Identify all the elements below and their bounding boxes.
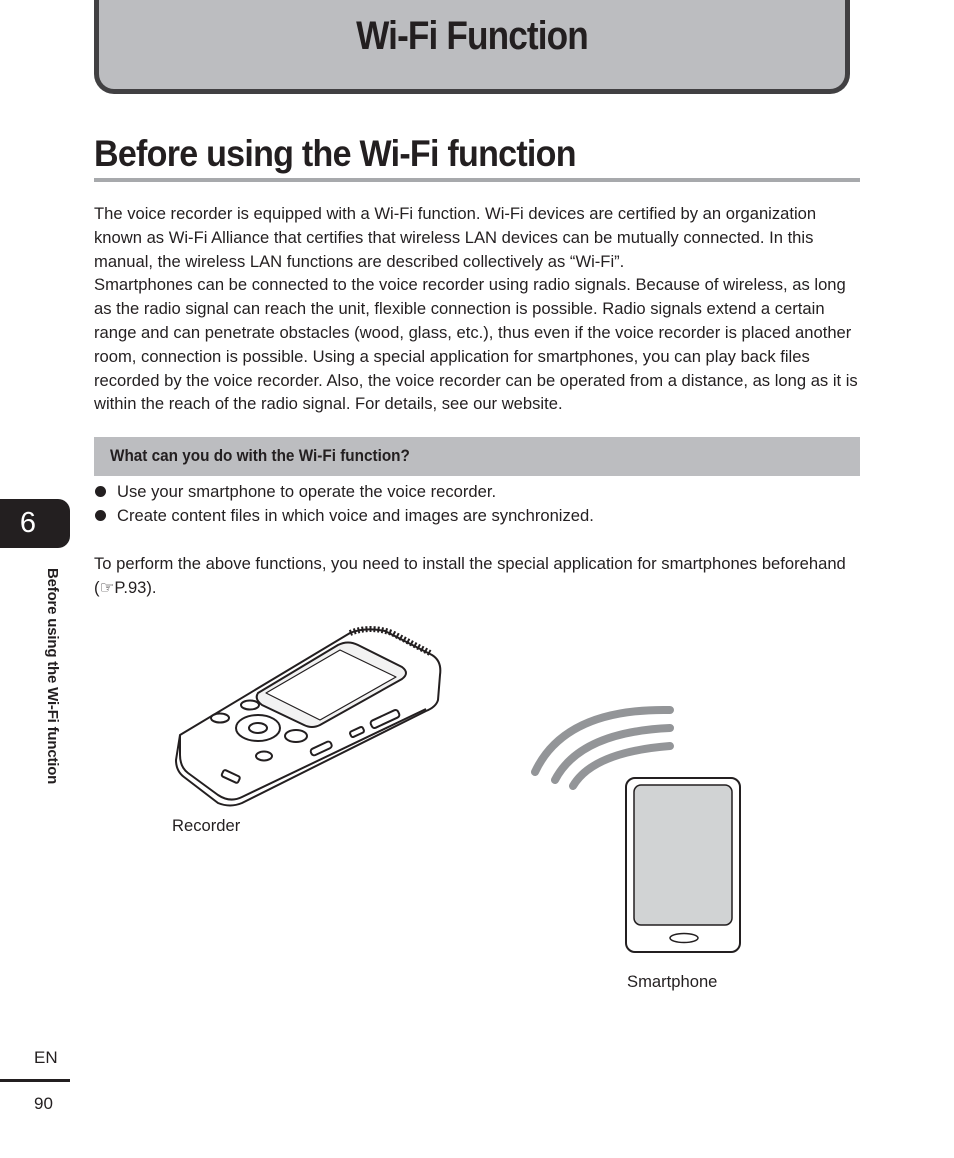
feature-item-text: Create content files in which voice and images are synchronized. <box>117 506 594 525</box>
feature-list <box>94 480 860 528</box>
smartphone-illustration <box>624 776 742 956</box>
recorder-illustration <box>170 625 450 810</box>
recorder-caption: Recorder <box>172 816 241 835</box>
language-label: EN <box>34 1048 58 1067</box>
feature-heading: What can you do with the Wi-Fi function? <box>110 446 410 465</box>
section-title: Before using the Wi-Fi function <box>94 133 576 174</box>
intro-paragraph-2: Smartphones can be connected to the voice recorder using radio signals. Because of wireless, as long as the radio signal can reach the unit, flexible connection is possible. Radio signals extend a certain range and can penetrate obstacles (wood, glass, etc.), thus even if the voice recorder is placed another room, connection is possible. Using a special application for smartphones, you can play back files recorded by the voice recorder. Also, the voice recorder can be operated from a distance, as long as it is within the reach of the radio signal. For details, see our website. <box>94 275 858 414</box>
bullet-icon <box>95 486 106 497</box>
smartphone-caption: Smartphone <box>627 972 718 991</box>
install-note: To perform the above functions, you need to install the special application for smartphones beforehand (☞P.93). <box>94 554 846 597</box>
intro-paragraph-1: The voice recorder is equipped with a Wi-Fi function. Wi-Fi devices are certified by an organization known as Wi-Fi Alliance that certifies that wireless LAN devices can be mutually connected. In this manual, the wireless LAN functions are described collectively as “Wi-Fi”. <box>94 204 817 271</box>
footer-divider <box>0 1079 70 1082</box>
page-number: 90 <box>34 1094 53 1113</box>
bullet-icon <box>95 510 106 521</box>
intro-text <box>94 202 860 416</box>
side-section-label: Before using the Wi-Fi function <box>44 568 61 785</box>
chapter-tab <box>0 499 70 548</box>
section-divider <box>94 178 860 182</box>
list-item <box>94 480 860 504</box>
feature-heading-bar <box>94 437 860 476</box>
chapter-banner <box>94 0 850 94</box>
list-item <box>94 504 860 528</box>
chapter-title: Wi-Fi Function <box>356 14 588 58</box>
chapter-number: 6 <box>19 507 37 539</box>
feature-item-text: Use your smartphone to operate the voice recorder. <box>117 482 497 501</box>
